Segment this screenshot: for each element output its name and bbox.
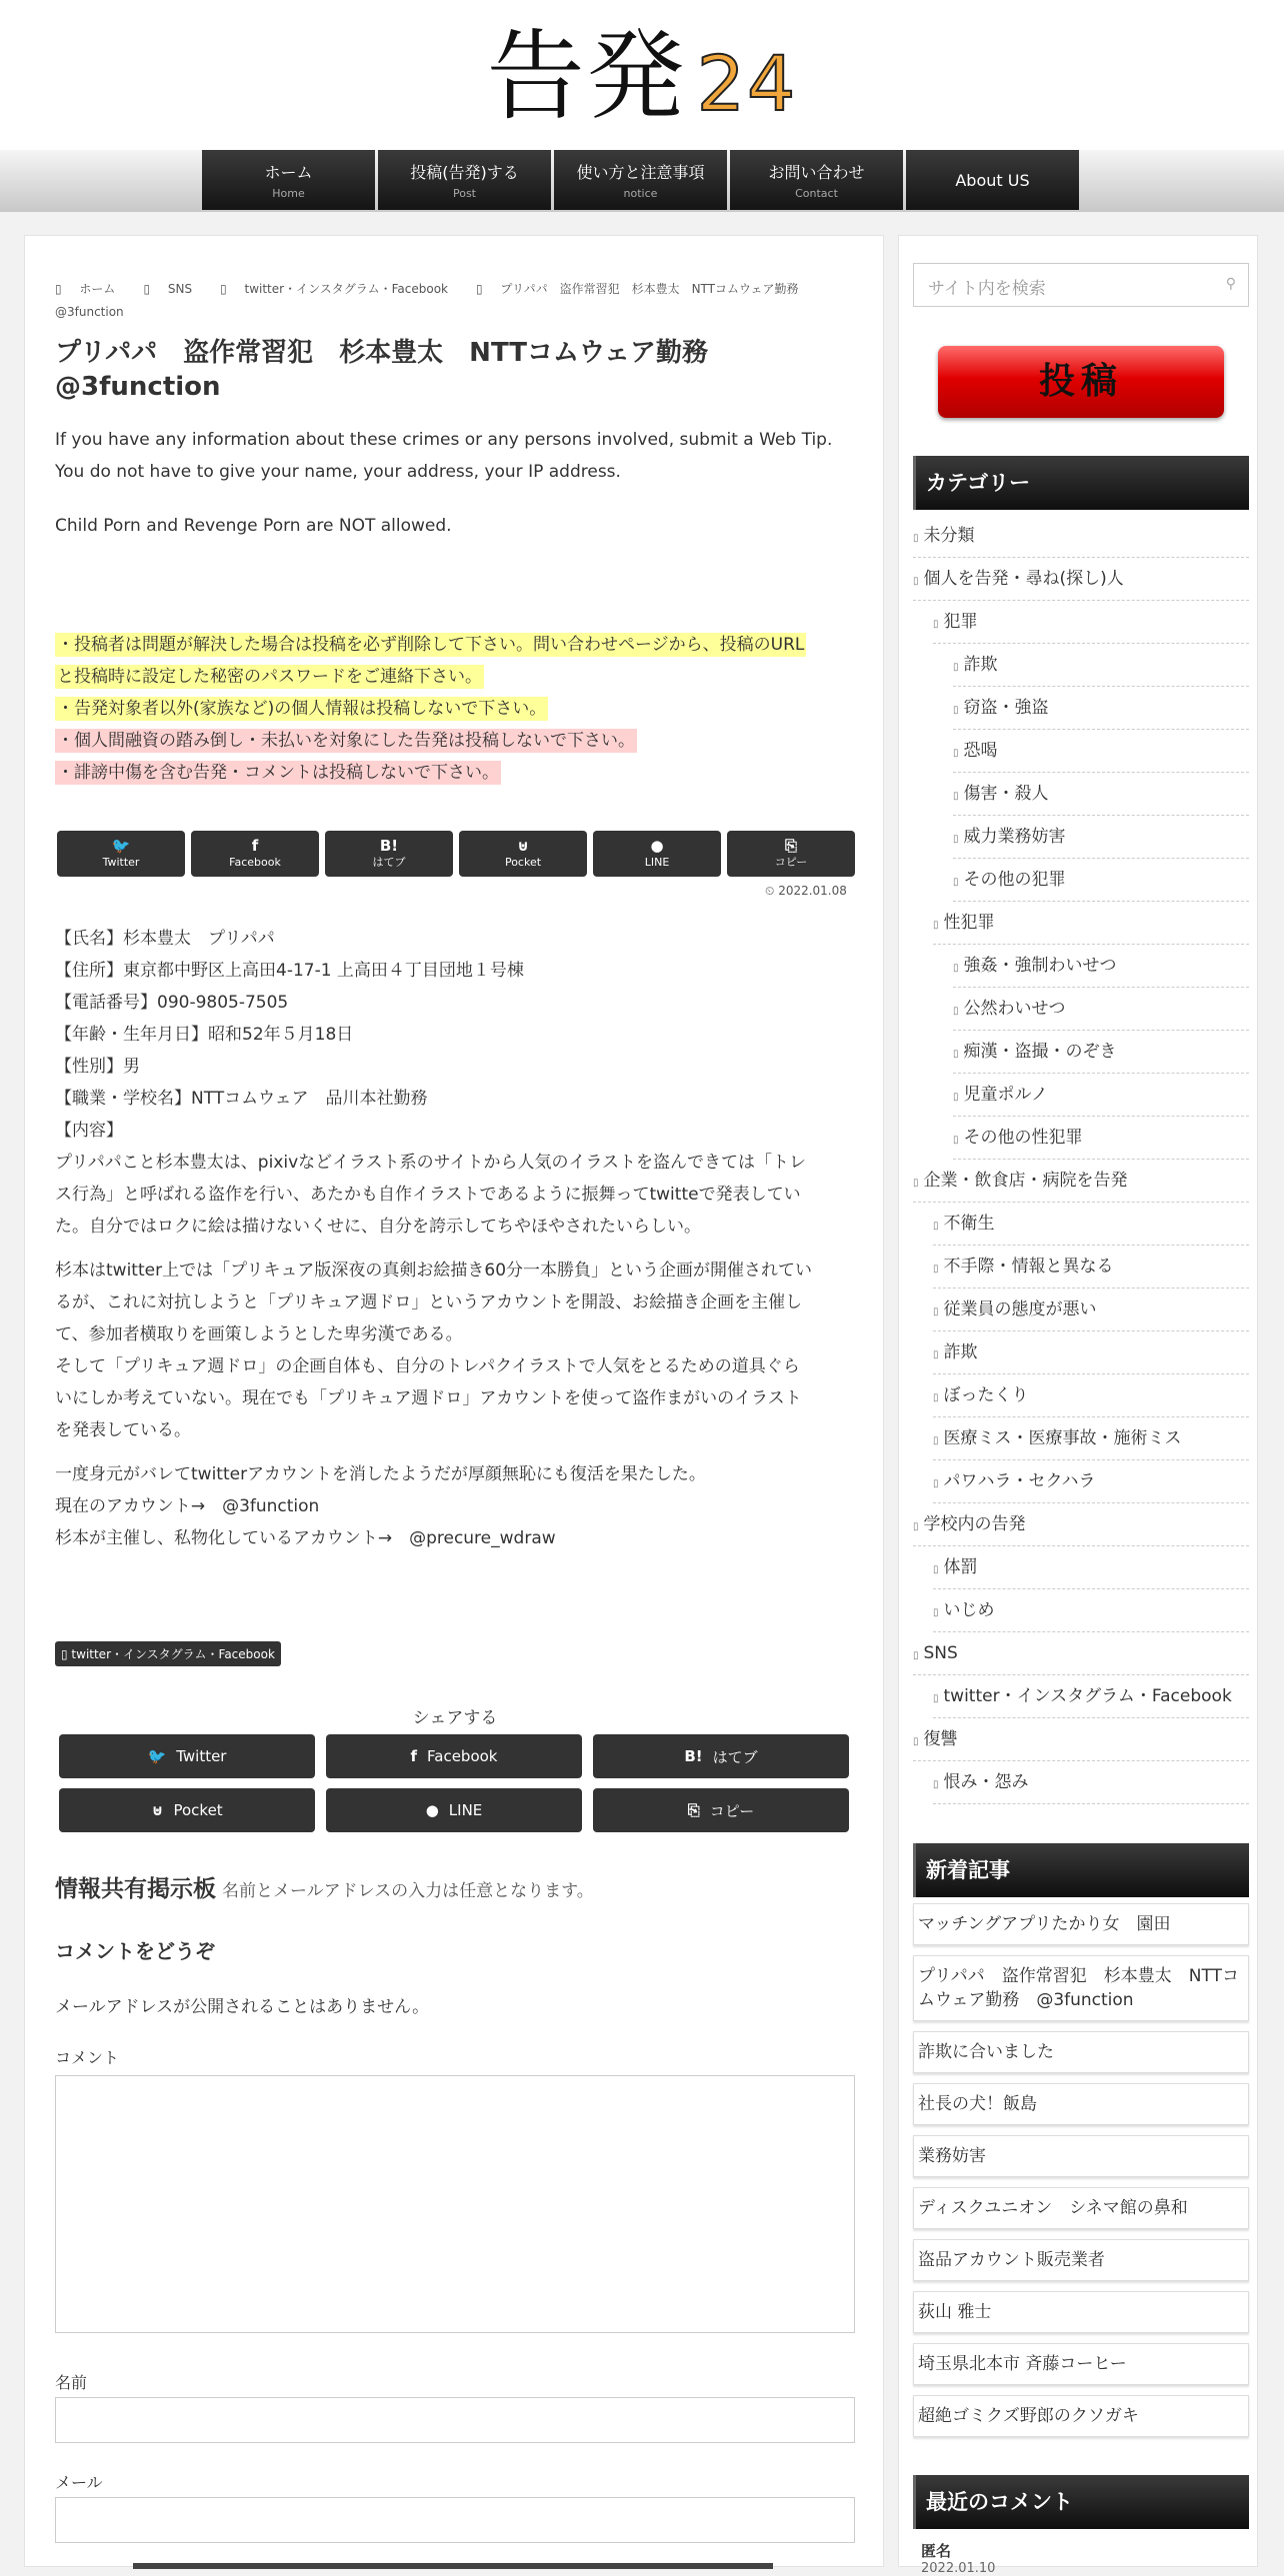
recent-comment-author: 匿名 — [921, 2542, 952, 2560]
share-label: Twitter — [102, 856, 140, 869]
folder-icon: ▯ — [913, 1521, 919, 1532]
category-item[interactable]: ▯ 未分類 — [913, 515, 1249, 558]
facebook-icon: f — [251, 837, 259, 855]
share-はてブ-button[interactable] — [325, 831, 453, 877]
category-item[interactable]: ▯ 窃盗・強盗 — [953, 687, 1249, 730]
home-icon: ▯ — [55, 282, 66, 296]
share-heading: シェアする — [412, 1708, 498, 1728]
body-line: 【電話番号】090-9805-7505 — [55, 993, 289, 1013]
main-content — [24, 235, 884, 2567]
facebook-icon: f — [410, 1747, 418, 1765]
new-post-link[interactable]: 業務妨害 — [913, 2135, 1249, 2177]
logo-number: 24 — [696, 39, 798, 128]
folder-icon: ▯ — [953, 662, 959, 673]
line-icon: ● — [425, 1801, 439, 1819]
share-コピー-button[interactable] — [593, 1788, 849, 1832]
category-item[interactable]: ▯ 公然わいせつ — [953, 988, 1249, 1031]
breadcrumb-item[interactable]: ▯ twitter・インスタグラム・Facebook — [220, 282, 448, 296]
reply-title: コメントをどうぞ — [55, 1939, 215, 1963]
folder-icon: ▯ — [953, 1006, 959, 1017]
name-input[interactable] — [55, 2397, 855, 2443]
sidebar-inner — [913, 236, 1249, 2576]
share-label: Facebook — [427, 1747, 498, 1765]
nav-label: 投稿(告発)する — [410, 163, 519, 182]
share-label: はてブ — [712, 1747, 758, 1766]
folder-icon: ▯ — [933, 1349, 939, 1360]
folder-icon: ▯ — [933, 1693, 939, 1704]
nav-sublabel: notice — [623, 187, 658, 200]
category-item[interactable]: ▯ 学校内の告発 — [913, 1503, 1249, 1546]
nav-label: ホーム — [264, 163, 313, 182]
body-line: 【内容】 — [55, 1121, 123, 1141]
folder-icon: ▯ — [953, 877, 959, 888]
new-post-link[interactable]: 埼玉県北本市 斉藤コーヒー — [913, 2343, 1249, 2385]
category-tag[interactable]: ▯ twitter・インスタグラム・Facebook — [55, 1641, 281, 1666]
category-item[interactable]: ▯ 不衛生 — [933, 1203, 1249, 1246]
categories-heading: カテゴリー — [913, 456, 1249, 510]
body-line: 現在のアカウント→ @3function — [55, 1496, 320, 1516]
body-line: 【職業・学校名】NTTコムウェア 品川本社勤務 — [55, 1089, 428, 1109]
category-item[interactable]: ▯ 威力業務妨害 — [953, 816, 1249, 859]
email-input[interactable] — [55, 2497, 855, 2543]
post-button[interactable]: 投稿 — [938, 346, 1224, 418]
body-line: いにしか考えていない。現在でも「プリキュア週ドロ」アカウントを使って盗作まがいのイラスト — [55, 1388, 802, 1408]
recent-comments-heading: 最近のコメント — [913, 2475, 1249, 2529]
share-label: Pocket — [504, 856, 542, 869]
category-item[interactable]: ▯ 復讐 — [913, 1718, 1249, 1761]
body-line: そして「プリキュア週ドロ」の企画自体も、自分のトレパクイラストで人気をとるための道具ぐら — [55, 1356, 800, 1376]
folder-icon: ▯ — [953, 1092, 959, 1103]
share-facebook-button[interactable] — [326, 1734, 582, 1778]
body-line: るが、これに対抗しようと「プリキュア週ドロ」というアカウントを開設、お絵描き企画を主催し — [55, 1292, 803, 1312]
nav-label: 使い方と注意事項 — [576, 163, 705, 182]
twitter-icon: 🐦 — [147, 1747, 167, 1765]
folder-icon: ▯ — [933, 1264, 939, 1275]
folder-icon: ▯ — [933, 1779, 939, 1790]
category-item[interactable]: ▯ 従業員の態度が悪い — [933, 1288, 1249, 1331]
folder-icon: ▯ — [953, 1135, 959, 1146]
category-item[interactable]: ▯ 体罰 — [933, 1546, 1249, 1589]
hatena-icon: B! — [684, 1747, 703, 1765]
notice-line: ・誹謗中傷を含む告発・コメントは投稿しないで下さい。 — [57, 763, 499, 783]
category-item[interactable]: ▯ 恨み・怨み — [933, 1761, 1249, 1804]
logo-text: 告発 — [486, 20, 687, 134]
notice-line: と投稿時に設定した秘密のパスワードをご連絡下さい。 — [57, 667, 482, 687]
folder-icon: ▯ — [933, 1392, 939, 1403]
name-label: 名前 — [55, 2373, 88, 2392]
submit-button-edge[interactable] — [133, 2563, 773, 2569]
nav-item[interactable] — [730, 150, 903, 210]
folder-icon: ▯ — [933, 1306, 939, 1317]
folder-icon: ▯ — [953, 791, 959, 802]
new-post-link[interactable]: 荻山 雅士 — [913, 2291, 1249, 2333]
share-facebook-button[interactable] — [191, 831, 319, 877]
new-post-link[interactable]: マッチングアプリたかり女 園田 — [913, 1903, 1249, 1945]
folder-icon: ▯ — [953, 834, 959, 845]
post-date: ⏲ 2022.01.08 — [765, 884, 847, 898]
share-line-button[interactable] — [326, 1788, 582, 1832]
notice-line: ・告発対象者以外(家族など)の個人情報は投稿しないで下さい。 — [57, 699, 547, 719]
new-post-link[interactable]: 詐欺に合いました — [913, 2031, 1249, 2073]
body-line: 【年齢・生年月日】昭和52年５月18日 — [55, 1025, 354, 1045]
category-item[interactable]: ▯ SNS — [913, 1632, 1249, 1675]
folder-icon: ▯ — [953, 748, 959, 759]
share-twitter-button[interactable] — [59, 1734, 315, 1778]
share-twitter-button[interactable] — [57, 831, 185, 877]
nav-item[interactable] — [554, 150, 727, 210]
category-item[interactable]: ▯ 企業・飲食店・病院を告発 — [913, 1160, 1249, 1203]
breadcrumb-item[interactable]: ▯ SNS — [143, 282, 193, 296]
share-label: コピー — [774, 856, 808, 869]
folder-icon: ▯ — [953, 705, 959, 716]
share-label: Pocket — [173, 1801, 223, 1819]
folder-icon: ▯ — [933, 1478, 939, 1489]
email-privacy-note: メールアドレスが公開されることはありません。 — [55, 1997, 430, 2017]
nav-sublabel: Home — [272, 187, 305, 200]
global-nav — [202, 150, 1079, 210]
category-item[interactable]: ▯ 不手際・情報と異なる — [933, 1246, 1249, 1288]
category-item[interactable]: ▯ その他の性犯罪 — [953, 1117, 1249, 1160]
hatena-icon: B! — [379, 837, 399, 855]
body-line: 一度身元がバレてtwitterアカウントを消したようだが厚顔無恥にも復活を果たした。 — [55, 1464, 706, 1484]
category-item[interactable]: ▯ 性犯罪 — [933, 902, 1249, 945]
share-はてブ-button[interactable] — [593, 1734, 849, 1778]
nav-label: About US — [955, 170, 1030, 190]
breadcrumb-home[interactable]: ▯ ホーム — [55, 282, 116, 296]
share-pocket-button[interactable] — [459, 831, 587, 877]
body-line: を発表している。 — [55, 1420, 191, 1440]
notice-line: ・個人間融資の踏み倒し・未払いを対象にした告発は投稿しないで下さい。 — [57, 731, 635, 751]
comments-heading-note: 名前とメールアドレスの入力は任意となります。 — [222, 1881, 594, 1901]
folder-icon: ▯ — [933, 1607, 939, 1618]
share-label: LINE — [448, 1801, 483, 1819]
folder-icon: ▯ — [953, 963, 959, 974]
nav-label: お問い合わせ — [768, 163, 865, 182]
folder-icon: ▯ — [913, 1178, 919, 1189]
comment-textarea[interactable] — [55, 2075, 855, 2333]
breadcrumb — [55, 278, 845, 324]
page-title: プリパパ 盗作常習犯 杉本豊太 NTTコムウェア勤務 @3function — [55, 338, 734, 402]
pocket-icon: ⊍ — [151, 1801, 164, 1819]
nav-item[interactable] — [202, 150, 375, 210]
category-item[interactable]: ▯ 児童ポルノ — [953, 1074, 1249, 1117]
folder-icon: ▯ — [143, 282, 154, 296]
comments-heading: 情報共有掲示板 名前とメールアドレスの入力は任意となります。 — [55, 1876, 594, 1902]
folder-icon: ▯ — [933, 1435, 939, 1446]
nav-sublabel: Contact — [795, 187, 838, 200]
folder-icon: ▯ — [953, 1049, 959, 1060]
body-line: ス行為」と呼ばれる盗作を行い、あたかも自作イラストであるように振舞ってtwitteで発表してい — [55, 1185, 801, 1205]
share-label: Twitter — [176, 1747, 227, 1765]
intro-prohibited: Child Porn and Revenge Porn are NOT allowed. — [55, 516, 452, 536]
nav-item[interactable] — [378, 150, 551, 210]
copy-icon: ⎘ — [784, 837, 797, 855]
folder-icon: ▯ — [913, 1650, 919, 1661]
site-header — [0, 0, 1284, 150]
category-item[interactable]: ▯ その他の犯罪 — [953, 859, 1249, 902]
clock-icon: ⏲ — [765, 884, 779, 898]
new-post-link[interactable]: プリパパ 盗作常習犯 杉本豊太 NTTコムウェア勤務 @3function — [913, 1955, 1249, 2021]
intro-web-tip: If you have any information about these crimes or any persons involved, submit a Web Tip. — [55, 430, 833, 450]
body-line: プリパパこと杉本豊太は、pixivなどイラスト系のサイトから人気のイラストを盗んできては「トレ — [55, 1153, 806, 1173]
folder-icon: ▯ — [933, 619, 939, 630]
folder-icon: ▯ — [220, 282, 231, 296]
category-item[interactable]: ▯ 個人を告発・尋ね(探し)人 — [913, 558, 1249, 601]
folder-icon: ▯ — [913, 576, 919, 587]
intro-anonymous: You do not have to give your name, your address, your IP address. — [55, 462, 621, 482]
category-item[interactable]: ▯ 強姦・強制わいせつ — [953, 945, 1249, 988]
nav-item[interactable] — [906, 150, 1079, 210]
site-logo[interactable] — [0, 22, 1284, 139]
new-post-link[interactable]: ディスクユニオン シネマ館の鼻和 — [913, 2187, 1249, 2229]
body-line: た。自分ではロクに絵は描けないくせに、自分を誇示してちやほやされたいらしい。 — [55, 1217, 701, 1237]
new-posts-heading: 新着記事 — [913, 1843, 1249, 1897]
category-item[interactable]: ▯ 詐欺 — [933, 1331, 1249, 1374]
folder-icon: ▯ — [476, 282, 487, 296]
folder-icon: ▯ — [61, 1647, 72, 1661]
share-label: Facebook — [229, 856, 281, 869]
sidebar — [898, 235, 1258, 2576]
folder-icon: ▯ — [933, 1564, 939, 1575]
category-item[interactable]: ▯ いじめ — [933, 1589, 1249, 1632]
share-label: LINE — [644, 856, 670, 869]
folder-icon: ▯ — [933, 920, 939, 931]
category-item[interactable]: ▯ ぼったくり — [933, 1374, 1249, 1417]
body-line: て、参加者横取りを画策しようとした卑劣漢である。 — [55, 1324, 463, 1344]
category-item[interactable]: ▯ twitter・インスタグラム・Facebook — [933, 1675, 1249, 1718]
nav-sublabel: Post — [452, 187, 476, 200]
new-post-link[interactable]: 超絶ゴミクズ野郎のクソガキ — [913, 2395, 1249, 2437]
category-item[interactable]: ▯ 犯罪 — [933, 601, 1249, 644]
line-icon: ● — [650, 837, 664, 855]
share-label: コピー — [709, 1801, 755, 1820]
share-line-button[interactable] — [593, 831, 721, 877]
share-label: はてブ — [372, 856, 406, 869]
category-item[interactable]: ▯ 傷害・殺人 — [953, 773, 1249, 816]
search-icon[interactable]: ⚲ — [1225, 276, 1236, 292]
pocket-icon: ⊍ — [516, 837, 530, 855]
share-コピー-button[interactable] — [727, 831, 855, 877]
notice-line: ・投稿者は問題が解決した場合は投稿を必ず削除して下さい。問い合わせページから、投稿のURL — [57, 635, 805, 655]
category-item[interactable]: ▯ 医療ミス・医療事故・施術ミス — [933, 1417, 1249, 1460]
new-post-link[interactable]: 盗品アカウント販売業者 — [913, 2239, 1249, 2281]
new-post-link[interactable]: 社長の犬！飯島 — [913, 2083, 1249, 2125]
body-line: 【住所】東京都中野区上高田4-17-1 上高田４丁目団地１号棟 — [55, 961, 524, 981]
twitter-icon: 🐦 — [111, 837, 131, 855]
folder-icon: ▯ — [913, 533, 919, 544]
folder-icon: ▯ — [933, 1221, 939, 1232]
category-item[interactable]: ▯ 恐喝 — [953, 730, 1249, 773]
body-line: 【性別】男 — [55, 1057, 140, 1077]
body-line: 【氏名】杉本豊太 プリパパ — [55, 929, 275, 949]
search-input[interactable]: サイト内を検索 ⚲ — [913, 263, 1249, 307]
breadcrumb-item[interactable]: ▯ プリパパ 盗作常習犯 杉本豊太 NTTコムウェア勤務 @3function — [55, 282, 811, 319]
recent-comment-date: 2022.01.10 — [921, 2561, 996, 2576]
body-line: 杉本はtwitter上では「プリキュア版深夜の真剣お絵描き60分一本勝負」という企画が開催されてい — [55, 1261, 813, 1281]
email-label: メール — [55, 2473, 103, 2492]
share-pocket-button[interactable] — [59, 1788, 315, 1832]
category-item[interactable]: ▯ 詐欺 — [953, 644, 1249, 687]
comment-label: コメント — [55, 2048, 120, 2067]
category-item[interactable]: ▯ パワハラ・セクハラ — [933, 1460, 1249, 1503]
category-item[interactable]: ▯ 痴漢・盗撮・のぞき — [953, 1031, 1249, 1074]
copy-icon: ⎘ — [687, 1801, 700, 1819]
folder-icon: ▯ — [913, 1736, 919, 1747]
body-line: 杉本が主催し、私物化しているアカウント→ @precure_wdraw — [55, 1528, 556, 1548]
